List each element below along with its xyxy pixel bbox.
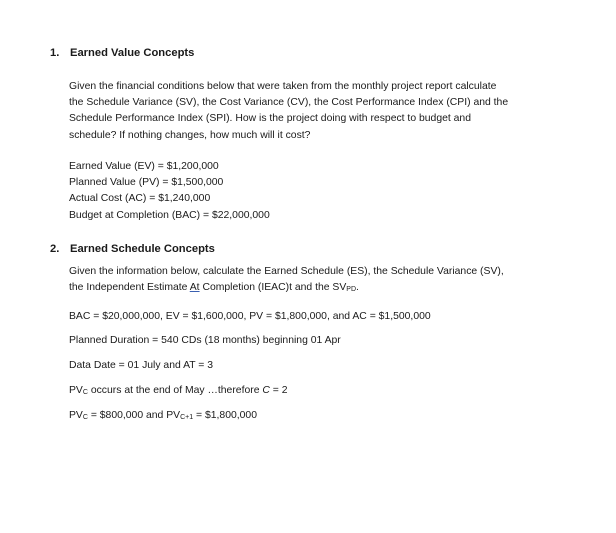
section-1-number: 1.: [50, 47, 60, 59]
pvc-line: [69, 383, 288, 399]
at-word: At: [189, 282, 200, 294]
budget-at-completion-line: Budget at Completion (BAC) = $22,000,000: [69, 209, 270, 221]
section-1-prompt-line: the Schedule Variance (SV), the Cost Variance (CV), the Cost Performance Index (CPI) and the: [69, 97, 509, 109]
data-date-line: Data Date = 01 July and AT = 3: [69, 360, 214, 371]
prompt-text: Completion (IEAC)t and the SV: [199, 282, 347, 294]
pv-text: occurs at the end of May …therefore: [87, 385, 263, 396]
planned-duration-line: Planned Duration = 540 CDs (18 months) beginning 01 Apr: [69, 335, 341, 346]
section-2-number: 2.: [50, 243, 60, 255]
prompt-text: .: [356, 282, 359, 294]
section-1-prompt-line: Given the financial conditions below that were taken from the monthly project report calculate: [69, 81, 497, 92]
section-1-title: Earned Value Concepts: [70, 47, 195, 59]
section-2-title: Earned Schedule Concepts: [70, 243, 215, 255]
actual-cost-line: Actual Cost (AC) = $1,240,000: [69, 193, 211, 205]
pv-values-line: [69, 408, 257, 424]
subscript: C: [82, 414, 88, 421]
section-1-prompt-line: schedule? If nothing changes, how much will it cost?: [69, 129, 311, 141]
pv-text: PV: [69, 385, 83, 396]
planned-value-line: Planned Value (PV) = $1,500,000: [69, 177, 224, 189]
subscript: PD: [346, 286, 357, 294]
pv-text: = $1,800,000: [193, 410, 257, 421]
section-2-prompt: [69, 264, 504, 296]
pv-text: = $800,000 and PV: [87, 410, 181, 421]
section-1-heading: [50, 46, 194, 60]
prompt-text: the Independent Estimate: [69, 282, 190, 294]
section-1-prompt-line: Schedule Performance Index (SPI). How is the project doing with respect to budget and: [69, 113, 471, 125]
section-2-prompt-line: Given the information below, calculate the Earned Schedule (ES), the Schedule Variance (SV),: [69, 266, 504, 277]
bac-line: BAC = $20,000,000, EV = $1,600,000, PV = $1,800,000, and AC = $1,500,000: [69, 311, 431, 322]
subscript: C: [82, 389, 88, 396]
pv-text: PV: [69, 410, 83, 421]
c-variable: C: [262, 385, 270, 396]
subscript: C+1: [180, 414, 194, 421]
earned-value-line: Earned Value (EV) = $1,200,000: [69, 161, 219, 172]
section-1-values: [69, 159, 270, 224]
section-1-prompt: [69, 79, 559, 144]
section-2-heading: [50, 242, 215, 256]
section-2-prompt-line: [69, 280, 504, 296]
pv-text: = 2: [269, 385, 288, 396]
